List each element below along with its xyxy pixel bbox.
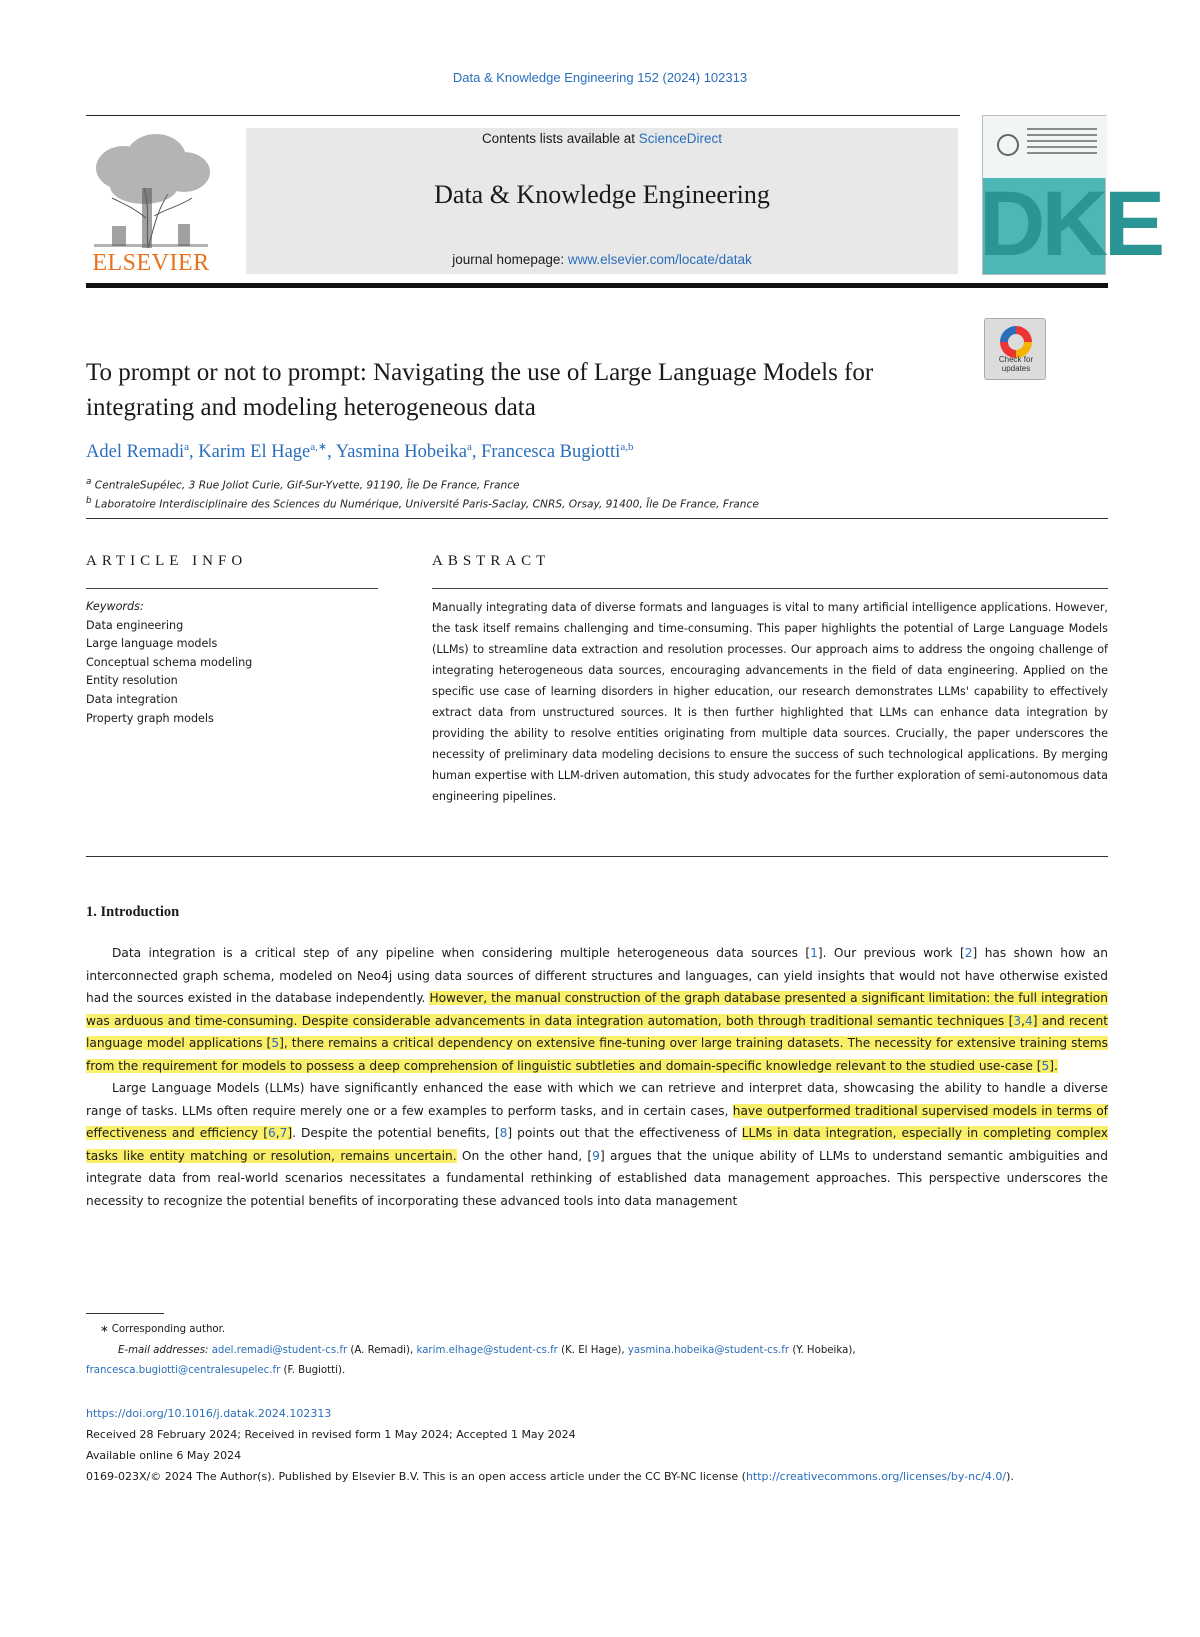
citation-link[interactable]: 9 bbox=[592, 1148, 600, 1163]
license-suffix: ). bbox=[1006, 1470, 1014, 1483]
abstract-text: Manually integrating data of diverse formats and languages is vital to many artificial intelligence applications. However, the task itself remains challenging and time-consuming. This paper highlights the potential of Large Language Models (LLMs) to streamline data extraction and resolution processes. Our approach aims to address the ongoing challenge of integrating heterogeneous data sources, encouraging advancements in the field of data engineering. Applied on the specific use case of learning disorders in higher education, our research demonstrates LLMs' capability to effectively extract data from unstructured sources. It is then further highlighted that LLMs can enhance data integration by providing the ability to resolve entities originating from multiple data sources. Crucially, the paper underscores the necessity of preliminary data modeling decisions to ensure the success of such technological applications. By merging human expertise with LLM-driven automation, this study advocates for the further exploration of semi-autonomous data engineering pipelines. bbox=[432, 601, 1108, 803]
homepage-link[interactable]: www.elsevier.com/locate/datak bbox=[567, 252, 752, 267]
footnote-rule bbox=[86, 1313, 164, 1314]
license-prefix: 0169-023X/© 2024 The Author(s). Published by Elsevier B.V. This is an open access article under the CC BY-NC license ( bbox=[86, 1470, 746, 1483]
homepage-line bbox=[246, 252, 958, 267]
header-thick-rule bbox=[86, 283, 1108, 288]
sciencedirect-link[interactable]: ScienceDirect bbox=[638, 131, 723, 146]
highlighted-text: , bbox=[1021, 1013, 1025, 1028]
body-text: On the other hand, [ bbox=[456, 1148, 593, 1163]
author-name[interactable]: Karim El Hage bbox=[198, 442, 311, 463]
highlighted-text: ] and recent language model applications [ bbox=[86, 1013, 1108, 1050]
journal-citation[interactable]: Data & Knowledge Engineering 152 (2024) 102313 bbox=[452, 70, 748, 85]
keyword: Large language models bbox=[86, 637, 218, 651]
keyword: Data engineering bbox=[86, 618, 184, 632]
check-for-updates-icon bbox=[1000, 326, 1032, 358]
author-affil-mark[interactable]: a bbox=[466, 441, 472, 453]
body-text: ] has shown how an interconnected graph schema, modeled on Neo4j using data sources of different structures and languages, can yield insights that would not have otherwise existed had the sources existed in the database independently. bbox=[86, 946, 1109, 1005]
author-name[interactable]: Adel Remadi bbox=[86, 442, 185, 463]
email-link[interactable]: adel.remadi@student-cs.fr bbox=[211, 1344, 348, 1356]
author-name[interactable]: Francesca Bugiotti bbox=[481, 442, 621, 463]
email-owner: (K. El Hage), bbox=[557, 1344, 628, 1356]
article-info-rule bbox=[86, 588, 378, 589]
email-owner: (Y. Hobeika), bbox=[789, 1344, 856, 1356]
email-link[interactable]: karim.elhage@student-cs.fr bbox=[416, 1344, 558, 1356]
highlighted-text: ] bbox=[287, 1126, 293, 1140]
highlighted-text: ], there remains a critical dependency on extensive fine-tuning over large training datasets. The necessity for extensive training stems from the requirement for models to possess a deep comprehension of linguistic subtleties and domain-specific knowledge relevant to the studied use-case [ bbox=[86, 1036, 1109, 1073]
license-text bbox=[86, 1466, 1108, 1487]
email-owner: (A. Remadi), bbox=[347, 1344, 417, 1356]
author-name[interactable]: Yasmina Hobeika bbox=[335, 442, 467, 463]
body-text: ] argues that the unique ability of LLMs to understand semantic ambiguities and integrate data from real-world scenarios necessitates a fundamental rethinking of established data management approaches. This perspective underscores the necessity to recognize the potential benefits of incorporating these advanced tools into data management bbox=[86, 1148, 1109, 1208]
body-text: ]. Our previous work [ bbox=[817, 946, 965, 960]
keyword: Property graph models bbox=[86, 711, 214, 725]
citation-link[interactable]: 8 bbox=[499, 1126, 508, 1140]
cover-dke-text: DKE bbox=[979, 173, 1162, 275]
journal-title: Data & Knowledge Engineering bbox=[434, 180, 770, 209]
highlighted-text: have outperformed traditional supervised models in terms of effectiveness and efficiency [ bbox=[86, 1103, 1108, 1140]
abstract-bottom-rule bbox=[86, 856, 1108, 857]
body-text: Data integration is a critical step of any pipeline when considering multiple heterogeneous data sources [ bbox=[112, 946, 811, 960]
corresponding-author-note: ∗ Corresponding author. bbox=[100, 1324, 226, 1335]
body-text: Large Language Models (LLMs) have significantly enhanced the ease with which we can retrieve and interpret data, showcasing the ability to handle a diverse range of tasks. LLMs often require merely one or a few examples to perform tasks, and in certain cases, bbox=[86, 1081, 1108, 1118]
intro-paragraph-1 bbox=[86, 942, 1108, 1077]
journal-cover-image bbox=[979, 115, 1162, 275]
article-title: To prompt or not to prompt: Navigating the use of Large Language Models for integrating and modeling heterogeneous data bbox=[86, 359, 874, 421]
citation-link[interactable]: 2 bbox=[964, 946, 973, 960]
affiliation bbox=[86, 496, 1086, 511]
citation-link[interactable]: 4 bbox=[1024, 1013, 1033, 1028]
highlighted-text: , bbox=[275, 1126, 280, 1140]
title-rule bbox=[86, 518, 1108, 519]
citation-link[interactable]: 6 bbox=[268, 1126, 276, 1140]
affiliation-mark: a bbox=[86, 477, 92, 487]
cover-seal-icon bbox=[997, 134, 1019, 156]
article-info-heading: ARTICLE INFO bbox=[86, 553, 248, 569]
introduction-body bbox=[86, 942, 1108, 1212]
author-list: Adel Remadi$^a$, Karim El Hage$^{a,∗}$, Yasmina Hobeika$^a$, Francesca Bugiotti$^{a,b}$ bbox=[86, 441, 634, 463]
abstract-rule bbox=[432, 588, 1108, 589]
received-dates: Received 28 February 2024; Received in revised form 1 May 2024; Accepted 1 May 2024 bbox=[86, 1428, 576, 1441]
highlighted-text: However, the manual construction of the graph database presented a significant limitation: the full integration was arduous and time-consuming. Despite considerable advancements in data integration automation, both through traditional semantic techniques [ bbox=[86, 991, 1108, 1028]
email-link[interactable]: francesca.bugiotti@centralesupelec.fr bbox=[86, 1365, 281, 1376]
intro-paragraph-2 bbox=[86, 1077, 1108, 1212]
body-text: ] points out that the effectiveness of bbox=[507, 1126, 742, 1140]
email-link[interactable]: yasmina.hobeika@student-cs.fr bbox=[627, 1344, 790, 1356]
header-rule bbox=[86, 115, 960, 116]
author-affil-mark[interactable]: a,b bbox=[620, 441, 634, 453]
section-heading-introduction: 1. Introduction bbox=[86, 904, 180, 920]
citation-link[interactable]: 1 bbox=[810, 946, 818, 960]
elsevier-wordmark: ELSEVIER bbox=[92, 250, 210, 276]
license-link[interactable]: http://creativecommons.org/licenses/by-nc/4.0/ bbox=[745, 1470, 1007, 1483]
highlighted-text: ]. bbox=[1049, 1058, 1058, 1073]
email-addresses-cont bbox=[86, 1361, 1108, 1382]
keyword: Entity resolution bbox=[86, 674, 178, 688]
citation-link[interactable]: 5 bbox=[271, 1036, 280, 1050]
contents-prefix: Contents lists available at bbox=[481, 131, 639, 146]
email-addresses bbox=[86, 1341, 1108, 1362]
check-for-updates-button[interactable] bbox=[984, 318, 1046, 380]
email-label: E-mail addresses: bbox=[118, 1344, 209, 1356]
citation-link[interactable]: 3 bbox=[1013, 1013, 1022, 1028]
body-text: . Despite the potential benefits, [ bbox=[292, 1126, 500, 1140]
affiliation-text: CentraleSupélec, 3 Rue Joliot Curie, Gif-Sur-Yvette, 91190, Île De France, France bbox=[94, 479, 520, 492]
author-affil-mark[interactable]: a,∗ bbox=[310, 441, 328, 453]
author-affil-mark[interactable]: a bbox=[184, 441, 190, 453]
homepage-prefix: journal homepage: bbox=[452, 252, 568, 267]
keywords-label: Keywords: bbox=[86, 600, 144, 613]
abstract-heading: ABSTRACT bbox=[432, 553, 551, 569]
citation-link[interactable]: 5 bbox=[1041, 1058, 1050, 1073]
publication-info bbox=[86, 1403, 1108, 1487]
affiliation bbox=[86, 477, 1086, 492]
keywords-list bbox=[86, 598, 386, 728]
keyword: Data integration bbox=[86, 692, 178, 706]
cover-title-lines bbox=[1027, 128, 1097, 156]
doi-link[interactable]: https://doi.org/10.1016/j.datak.2024.102313 bbox=[86, 1407, 332, 1420]
affiliation-text: Laboratoire Interdisciplinaire des Sciences du Numérique, Université Paris-Saclay, CNRS, Orsay, 91400, Île De France, France bbox=[94, 498, 759, 511]
contents-line bbox=[246, 131, 958, 146]
available-online: Available online 6 May 2024 bbox=[86, 1449, 242, 1462]
email-owner: (F. Bugiotti). bbox=[280, 1365, 346, 1376]
footnotes bbox=[86, 1320, 1108, 1382]
citation-link[interactable]: 7 bbox=[279, 1126, 288, 1140]
highlighted-text: LLMs in data integration, especially in completing complex tasks like entity matching or resolution, remains uncertain. bbox=[86, 1126, 1109, 1163]
check-for-updates-label: Check for updates bbox=[998, 355, 1034, 373]
keyword: Conceptual schema modeling bbox=[86, 655, 253, 669]
affiliation-mark: b bbox=[86, 496, 92, 506]
